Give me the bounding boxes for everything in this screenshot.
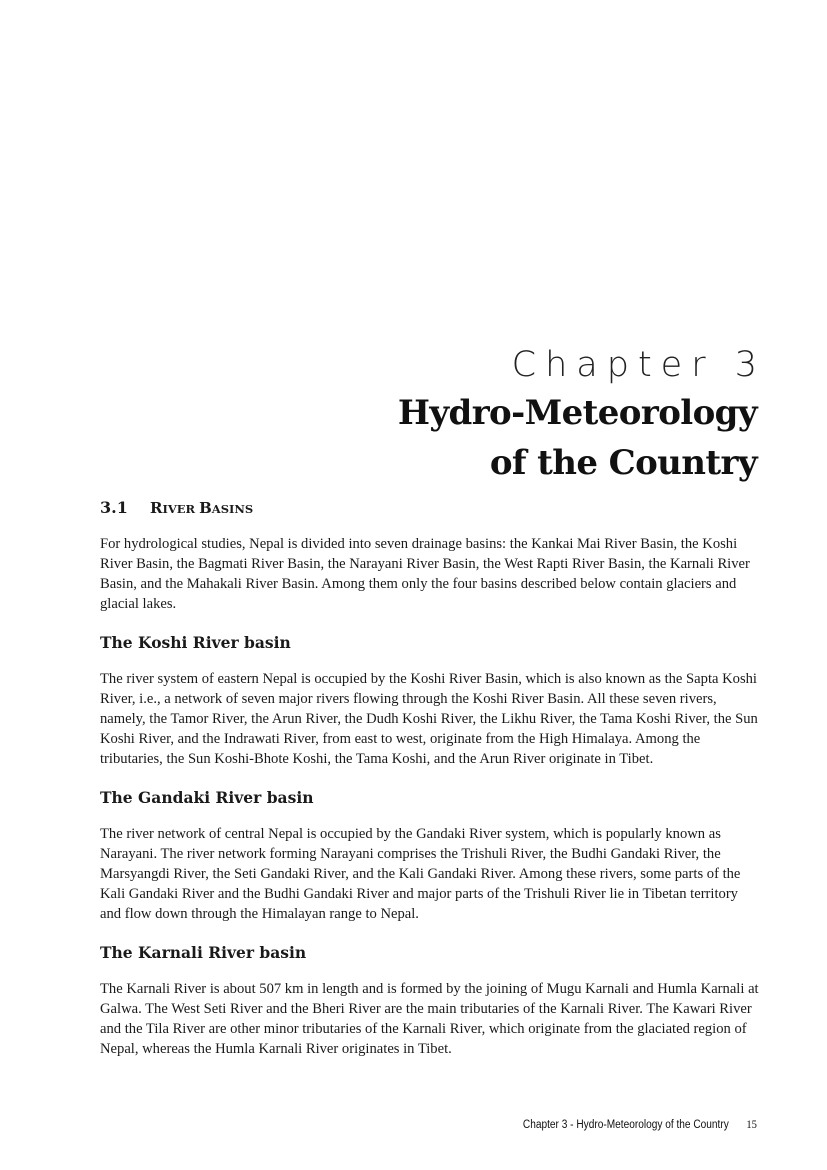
- page-number: 15: [746, 1117, 757, 1131]
- page-body: [100, 496, 760, 1059]
- gandaki-basin-heading: The Gandaki River basin: [100, 788, 314, 807]
- section-title-asins: ASINS: [211, 502, 254, 516]
- chapter-heading: [397, 342, 766, 488]
- chapter-label: Chapter 3: [511, 345, 766, 385]
- chapter-title-line-2: of the Country: [489, 443, 757, 483]
- koshi-basin-paragraph: The river system of eastern Nepal is occupied by the Koshi River Basin, which is also known as the Sapta Koshi River, i.e., a network of seven major rivers flowing through the Koshi River Basin. All these seven rivers, namely, the Tamor River, the Arun River, the Dudh Koshi River, the Likhu River, the Tama Koshi River, the Sun Koshi River, and the Indrawati River, from east to west, originate from the High Himalaya. Among the tributaries, the Sun Koshi-Bhote Koshi, the Tama Koshi, and the Arun River originate in Tibet.: [100, 671, 758, 767]
- section-heading: [100, 496, 760, 520]
- karnali-basin-paragraph: The Karnali River is about 507 km in length and is formed by the joining of Mugu Karnali and Humla Karnali at Galwa. The West Seti River and the Bheri River are the main tributaries of the Karnali River. The Kawari River and the Tila River are other minor tributaries of the Karnali River, which originate from the glaciated region of Nepal, whereas the Humla Karnali River originates in Tibet.: [100, 981, 759, 1057]
- koshi-basin-heading: The Koshi River basin: [100, 633, 291, 652]
- chapter-title-line-1: Hydro-Meteorology: [397, 393, 757, 433]
- section-title-r: R: [150, 499, 163, 517]
- gandaki-basin-paragraph: The river network of central Nepal is occupied by the Gandaki River system, which is popularly known as Narayani. The river network forming Narayani comprises the Trishuli River, the Budhi Gandaki River, the Marsyangdi River, the Seti Gandaki River, and the Kali Gandaki River. Among these rivers, some parts of the Kali Gandaki River and the Budhi Gandaki River and major parts of the Trishuli River lie in Tibetan territory and flow down through the Himalayan range to Nepal.: [100, 826, 741, 922]
- section-number: 3.1: [100, 498, 128, 517]
- section-title-b: B: [199, 499, 212, 517]
- page-footer: [523, 1117, 757, 1132]
- karnali-basin-heading: The Karnali River basin: [100, 943, 307, 962]
- section-title-iver: IVER: [162, 502, 200, 516]
- intro-paragraph: For hydrological studies, Nepal is divided into seven drainage basins: the Kankai Mai River Basin, the Koshi River Basin, the Bagmati River Basin, the Narayani River Basin, the West Rapti River Basin, the Karnali River Basin, and the Mahakali River Basin. Among them only the four basins described below contain glaciers and glacial lakes.: [100, 536, 750, 612]
- running-title: Chapter 3 - Hydro-Meteorology of the Country: [522, 1119, 729, 1131]
